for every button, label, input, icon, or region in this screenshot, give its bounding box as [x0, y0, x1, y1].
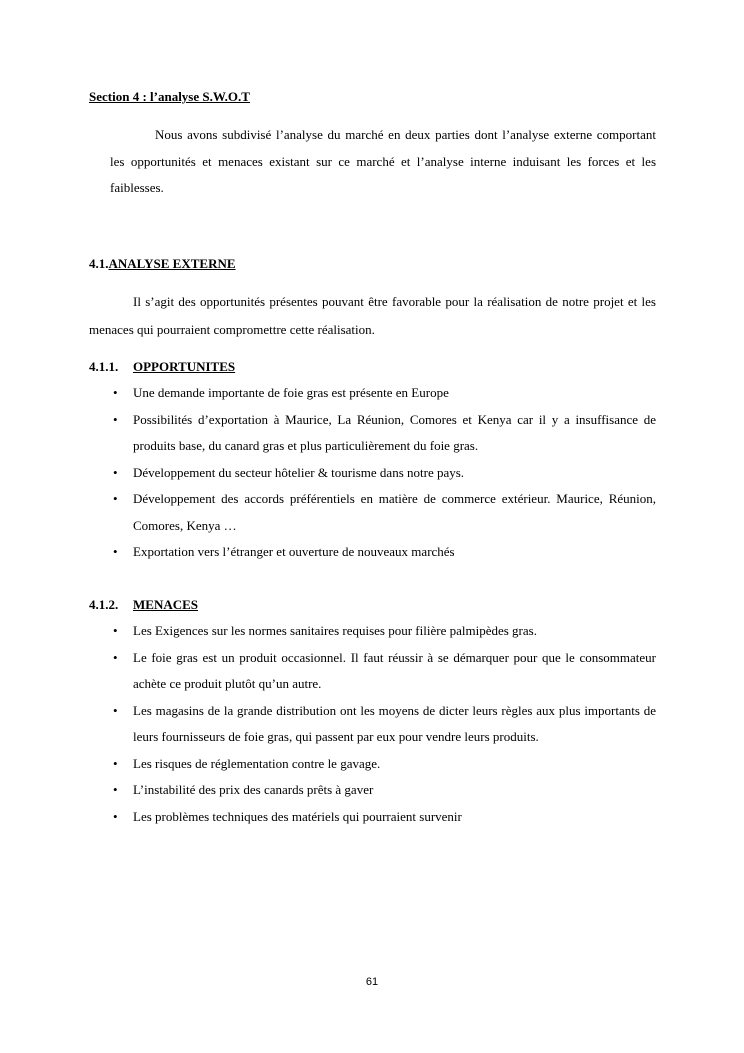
list-item: [113, 460, 656, 487]
list-item: [113, 539, 656, 566]
intro-paragraph: Nous avons subdivisé l’analyse du marché en deux parties dont l’analyse externe comportant les opportunités et menaces existant sur ce marché et l’analyse interne induisant les forces et les faiblesses.: [110, 127, 656, 195]
list-item-text: Les Exigences sur les normes sanitaires requises pour filière palmipèdes gras.: [133, 623, 537, 638]
page-number: 61: [365, 976, 379, 988]
bullet-icon: •: [113, 782, 118, 797]
bullet-icon: •: [113, 649, 118, 665]
external-analysis-number: 4.1.: [89, 256, 109, 271]
opportunities-list: [113, 380, 656, 566]
list-item: [113, 407, 656, 460]
bullet-icon: •: [113, 623, 118, 638]
list-item-text: Les risques de réglementation contre le gavage.: [133, 755, 381, 771]
bullet-icon: •: [113, 464, 118, 480]
threats-list: [113, 618, 656, 830]
list-item-text: Exportation vers l’étranger et ouverture de nouveaux marchés: [133, 544, 455, 559]
list-item-text: Les problèmes techniques des matériels qui pourraient survenir: [133, 808, 462, 824]
bullet-icon: •: [113, 491, 118, 506]
bullet-icon: •: [113, 411, 118, 427]
list-item-text: Une demande importante de foie gras est présente en Europe: [133, 385, 449, 400]
list-item: [113, 618, 656, 645]
list-item-text: Les magasins de la grande distribution ont les moyens de dicter leurs règles aux plus importants de leurs fournisseurs de foie gras, qui passent par eux pour vendre leurs produits.: [133, 702, 656, 744]
bullet-icon: •: [113, 755, 118, 771]
list-item-text: Le foie gras est un produit occasionnel. Il faut réussir à se démarquer pour que le consommateur achète ce produit plutôt qu’un autre.: [133, 649, 656, 691]
bullet-icon: •: [113, 808, 118, 824]
opportunities-number: 4.1.1.: [89, 359, 119, 374]
section-title: Section 4 : l’analyse S.W.O.T: [89, 89, 250, 104]
bullet-icon: •: [113, 702, 118, 718]
list-item: [113, 751, 656, 778]
external-analysis-title: ANALYSE EXTERNE: [108, 256, 236, 271]
list-item-text: Développement du secteur hôtelier & tourisme dans notre pays.: [133, 464, 465, 480]
threats-heading: [89, 596, 198, 614]
list-item: [113, 645, 656, 698]
list-item: [113, 777, 656, 804]
list-item-text: Développement des accords préférentiels en matière de commerce extérieur. Maurice, Réunion, Comores, Kenya …: [133, 491, 656, 533]
list-item: [113, 380, 656, 407]
list-item: [113, 486, 656, 539]
bullet-icon: •: [113, 544, 118, 559]
list-item-text: L’instabilité des prix des canards prêts à gaver: [133, 782, 374, 797]
opportunities-heading: [89, 358, 235, 376]
opportunities-title: OPPORTUNITES: [133, 359, 236, 374]
list-item: [113, 804, 656, 831]
threats-title: MENACES: [133, 597, 199, 612]
external-analysis-heading: [89, 255, 236, 273]
external-analysis-paragraph: Il s’agit des opportunités présentes pouvant être favorable pour la réalisation de notre projet et les menaces qui pourraient compromettre cette réalisation.: [89, 294, 656, 337]
list-item-text: Possibilités d’exportation à Maurice, La Réunion, Comores et Kenya car il y a insuffisance de produits base, du canard gras et plus particulièrement du foie gras.: [133, 411, 656, 453]
list-item: [113, 698, 656, 751]
bullet-icon: •: [113, 385, 118, 400]
threats-number: 4.1.2.: [89, 597, 119, 612]
